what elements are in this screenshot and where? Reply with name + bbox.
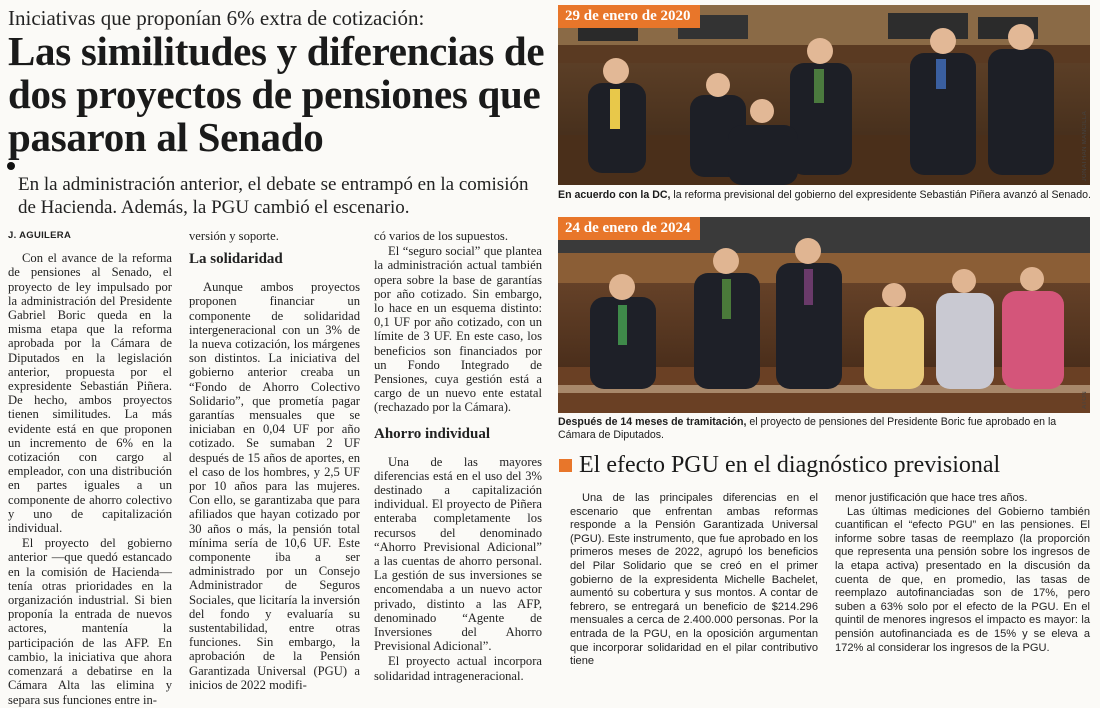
photo-caption-2020 xyxy=(558,189,1094,202)
caption-bold: En acuerdo con la DC, xyxy=(558,189,671,201)
paragraph: Las últimas mediciones del Gobierno también cuantifican el “efecto PGU” en las pensiones. El informe sobre tasas de reemplazo (la proporción que representa una pensión sobre los ingresos de la etapa activa) presentado en la discusión da cuenta de que, en promedio, las tasas de reemplazo autofinanciadas son de 17%, pero suben a 63% solo por el efecto de la PGU. En el quintil de menores ingresos el impacto es mayor: la pensión autofinanciada es de 15% y se eleva a 172% al considerar los ingresos de la PGU. xyxy=(835,505,1090,654)
article-deck: En la administración anterior, el debate se entrampó en la comisión de Hacienda. Además, la PGU cambió el escenario. xyxy=(18,174,529,218)
byline: J. AGUILERA xyxy=(8,230,72,241)
article-column-1 xyxy=(8,229,172,708)
paragraph: Una de las principales diferencias en el escenario que enfrentan ambas reformas responde a la Pensión Garantizada Universal (PGU). Este instrumento, que fue aprobado en los primeros meses de 2022, agrupó los beneficios del Pilar Solidario que se creó en el primer gobierno de la expresidenta Michelle Bachelet, aumentó su cobertura y sus montos. A contar de febrero, se entregará un beneficio de $214.296 mensuales a cerca de 2.400.000 personas. Por la entrada de la PGU, en la oposición argumentan que incorporar solidaridad en el pilar contributivo tiene xyxy=(570,492,818,668)
sidebar-column-2 xyxy=(835,492,1090,655)
paragraph: Una de las mayores diferencias está en el uso del 3% destinado a capitalización individual. El proyecto de Piñera enteraba completamente los recursos del denominado “Ahorro Previsional Adicional” a las cuentas de ahorro personal. La gestión de sus inversiones se encomendaba a un nuevo actor privado, distinto a las AFP, denominado “Agente de Inversiones del Ahorro Previsional Adicional”. xyxy=(374,454,542,654)
photo-credit: JONATHAN MANCILLA xyxy=(1082,110,1088,181)
sidebar-column-1 xyxy=(570,492,818,669)
paragraph: Aunque ambos proyectos proponen financiar un componente de solidaridad intergeneracional con un 3% de la nueva cotización, los márgenes son distintos. La iniciativa del gobierno anterior creaba un “Fondo de Ahorro Colectivo Solidario”, que prometía pagar garantías mensuales que se iniciaban en 0,04 UF por año cotizado. Se sumaban 2 UF después de 15 años de aportes, en el caso de los hombres, y 2,5 UF por 10 años para las mujeres. Con ello, se garantizaba que para afiliados que hayan cotizado por 30 años o más, la pensión total mínima sería de 10,6 UF. Este componente iba a ser administrado por un Consejo Administrador de Seguros Sociales, que licitaría la inversión del fondo y evaluaría su sustentabilidad, entre otras funciones. Sin embargo, la aprobación de la Pensión Garantizada Universal (PGU) a inicios de 2022 modifi- xyxy=(189,280,360,692)
paragraph-continued: menor justificación que hace tres años. xyxy=(835,492,1028,504)
article-column-3 xyxy=(374,229,542,684)
photo-caption-2024 xyxy=(558,416,1094,442)
article-headline: Las similitudes y diferencias de dos proyectos de pensiones que pasaron al Senado xyxy=(8,28,545,160)
article-column-2 xyxy=(189,229,360,693)
paragraph: El “seguro social” que plantea la administración actual también opera sobre la base de garantías por año cotizado. Sin embargo, lo hace en un esquema distinto: 0,1 UF por año cotizado, con un límite de 3 UF. En este caso, los beneficios son financiados por un Fondo Integrado de Pensiones, cuya gestión está a cargo de un nuevo ente estatal (rechazado por la Cámara). xyxy=(374,244,542,415)
sidebar-title: El efecto PGU en el diagnóstico previsional xyxy=(579,452,1001,478)
caption-text: la reforma previsional del gobierno del expresidente Sebastián Piñera avanzó al Senado. xyxy=(670,189,1091,201)
section-marker xyxy=(559,459,572,472)
photo-chamber-2024 xyxy=(558,217,1090,413)
subhead-ahorro: Ahorro individual xyxy=(374,425,491,442)
article-kicker: Iniciativas que proponían 6% extra de cotización: xyxy=(8,6,425,30)
paragraph: Con el avance de la reforma de pensiones al Senado, el proyecto de ley impulsado por la administración del Presidente Gabriel Boric queda en la misma etapa que la reforma aprobada por la Cámara de Diputados en la legislación anterior, propuesta por el expresidente Sebastián Piñera. De hecho, ambos proyectos tienen similitudes. La más evidente está en que proponen un incremento de 6% en la cotización con cargo al empleador, con una distribución en partes iguales a un componente de ahorro colectivo y uno de capitalización individual. xyxy=(8,251,172,536)
paragraph: El proyecto del gobierno anterior —que quedó estancado en la comisión de Hacienda— tenía otras prioridades en la organización industrial. Si bien proponía la entrada de nuevos actores, mantenía la participación de las AFP. En cambio, la iniciativa que ahora comenzará a debatirse en la Cámara Alta las elimina y separa sus funciones entre in- xyxy=(8,536,172,707)
date-badge-2020: 29 de enero de 2020 xyxy=(558,5,700,28)
paragraph-continued: versión y soporte. xyxy=(189,229,279,243)
subhead-solidaridad: La solidaridad xyxy=(189,251,283,268)
paragraph: El proyecto actual incorpora solidaridad intrageneracional. xyxy=(374,654,542,683)
photo-credit: ATON xyxy=(1082,391,1088,409)
paragraph-continued: có varios de los supuestos. xyxy=(374,229,508,243)
date-badge-2024: 24 de enero de 2024 xyxy=(558,217,700,240)
photo-illustration xyxy=(558,5,1090,185)
photo-chamber-2020 xyxy=(558,5,1090,185)
caption-bold: Después de 14 meses de tramitación, xyxy=(558,416,747,428)
photo-illustration xyxy=(558,217,1090,413)
caption-text: el proyecto de pensiones del Presidente Boric fue aprobado en la Cámara de Diputados. xyxy=(558,416,1057,441)
deck-bullet xyxy=(7,162,15,170)
